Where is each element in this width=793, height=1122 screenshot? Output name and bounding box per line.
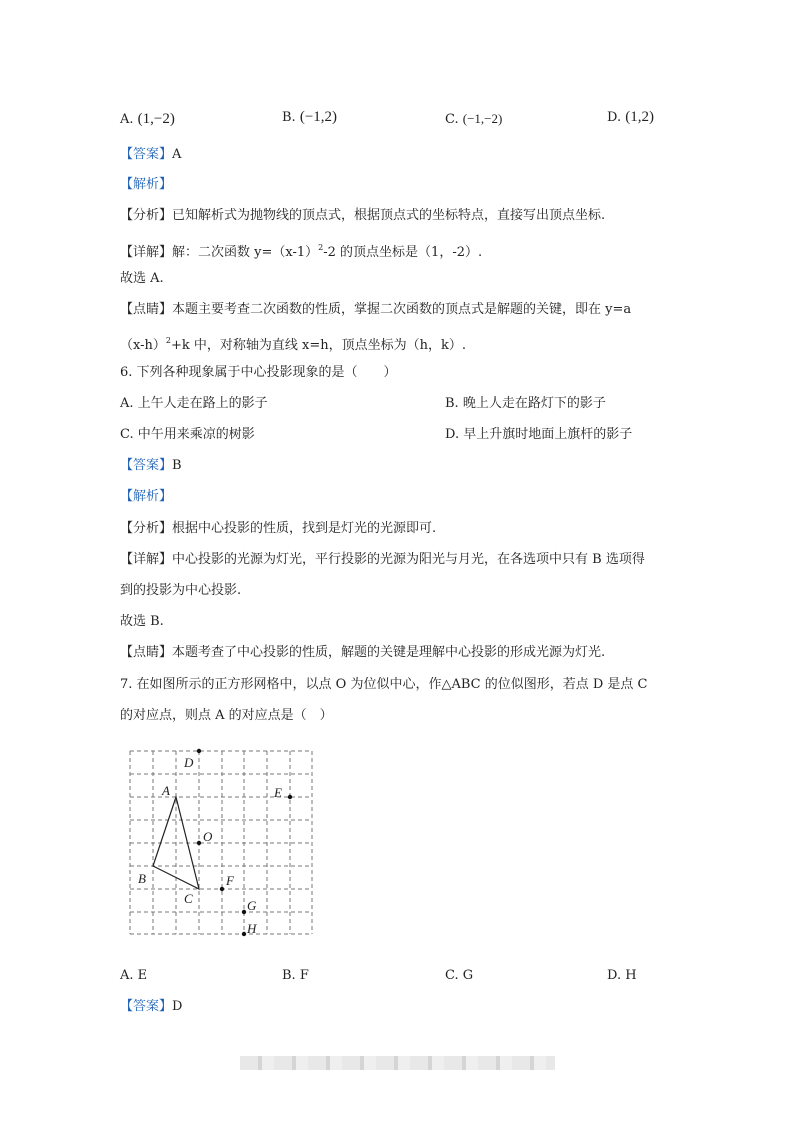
label-g: G [247,898,257,913]
point-o [197,841,201,845]
q6-xiangjie-line1: 【详解】中心投影的光源为灯光，平行投影的光源为阳光与月光，在各选项中只有 B 选项得 [120,552,645,567]
point-h [242,932,246,936]
q7-option-c: C. G [445,968,474,983]
q6-answer: 【答案】B [120,458,182,473]
q5-dianjing-line1: 【点睛】本题主要考查二次函数的性质，掌握二次函数的顶点式是解题的关键，即在 y=a [120,302,632,317]
q7-question-line1: 7. 在如图所示的正方形网格中，以点 O 为位似中心，作△ABC 的位似图形，若点 D 是点 C [120,677,648,692]
label-c: C [184,891,193,906]
q7-option-a: A. E [120,968,148,983]
label-d: D [184,755,194,770]
q6-fenxi: 【分析】根据中心投影的性质，找到是灯光的光源即可. [120,521,437,536]
q5-dianjing-line2: $(x-h)^2+k$ 中，对称轴为直线 x=h，顶点坐标为（h，k）. [120,336,466,353]
point-e [288,795,292,799]
q6-option-a: A. 上午人走在路上的影子 [120,396,268,411]
q5-answer: 【答案】A [120,147,182,162]
q6-choose: 故选 B. [120,614,164,629]
q6-option-d: D. 早上升旗时地面上旗杆的影子 [445,427,633,442]
label-f: F [226,873,234,888]
label-b: B [138,871,146,886]
q6-option-c: C. 中午用来乘凉的树影 [120,427,255,442]
q6-xiangjie-line2: 到的投影为中心投影. [120,583,242,598]
point-d [197,749,201,753]
q6-option-b: B. 晚上人走在路灯下的影子 [445,396,606,411]
q5-fenxi: 【分析】已知解析式为抛物线的顶点式，根据顶点式的坐标特点，直接写出顶点坐标. [120,208,606,223]
label-e: E [274,785,282,800]
q5-analysis-heading: 【解析】 [120,177,173,192]
q5-xiangjie: 【详解】解：二次函数 $y=(x-1)^2-2$ 的顶点坐标是（1，-2）. [120,243,483,260]
q7-grid-figure [122,743,322,943]
label-h: H [247,921,257,936]
q5-option-c: C. (−1,−2) [445,111,503,127]
point-g [242,910,246,914]
q5-choose: 故选 A. [120,271,164,286]
q6-dianjing: 【点睛】本题考查了中心投影的性质，解题的关键是理解中心投影的形成光源为灯光. [120,645,606,660]
grid [130,751,312,934]
point-f [220,887,224,891]
blurred-footer-watermark [240,1056,555,1070]
q5-option-d: D. (1,2) [607,109,654,125]
label-o: O [203,829,213,844]
q7-question-line2: 的对应点，则点 A 的对应点是（ ） [120,708,333,723]
q6-analysis-heading: 【解析】 [120,489,173,504]
q5-option-a: A. (1,−2) [120,111,175,127]
q6-question: 6. 下列各种现象属于中心投影现象的是（ ） [120,365,397,380]
q5-option-b: B. (−1,2) [282,109,338,125]
q7-option-b: B. F [282,968,309,983]
q7-answer: 【答案】D [120,999,183,1014]
label-a: A [162,783,170,798]
q7-option-d: D. H [607,968,637,983]
